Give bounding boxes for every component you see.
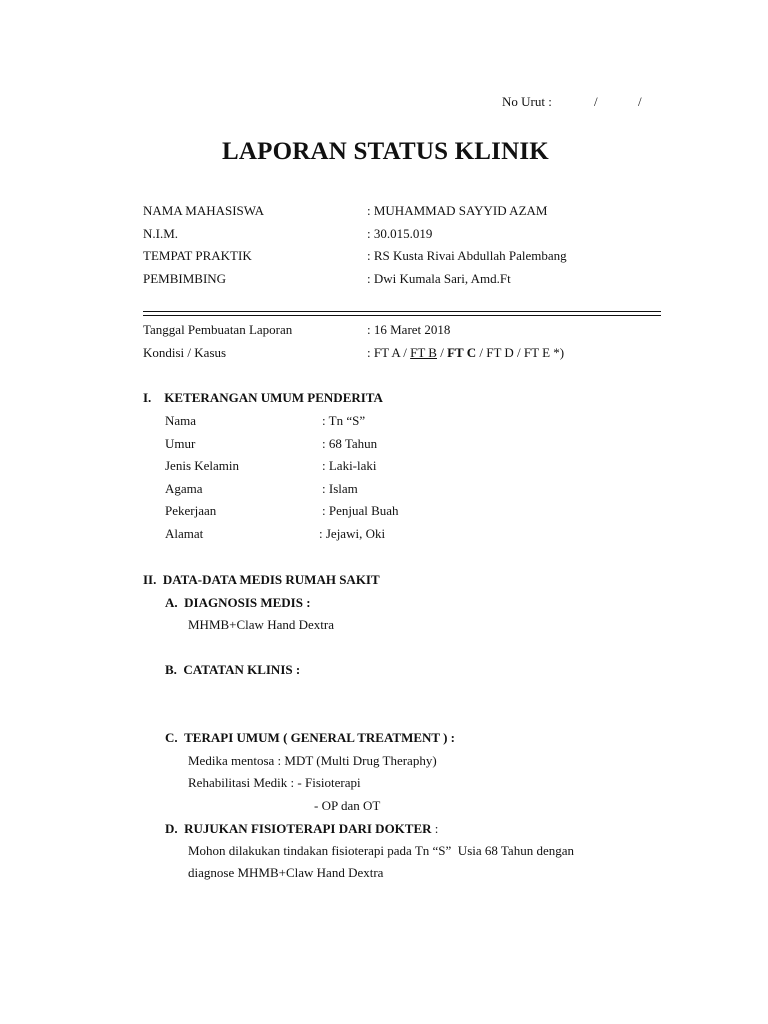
rujukan-line-1: Mohon dilakukan tindakan fisioterapi pada Tn “S” Usia 68 Tahun dengan — [188, 843, 574, 858]
patient-label-alamat: Alamat — [165, 526, 204, 541]
rujukan-heading-text: D. RUJUKAN FISIOTERAPI DARI DOKTER — [165, 821, 432, 836]
patient-value-nama: : Tn “S” — [322, 413, 366, 428]
kondisi-label: Kondisi / Kasus — [143, 345, 227, 360]
no-urut-slash-1: / — [594, 94, 598, 109]
diagnosis-heading: A. DIAGNOSIS MEDIS : — [165, 595, 311, 610]
kondisi-part-sep: / — [436, 345, 448, 360]
report-date-label: Tanggal Pembuatan Laporan — [143, 322, 293, 337]
identity-value-nama: : MUHAMMAD SAYYID AZAM — [367, 203, 548, 218]
kondisi-part-ftc: FT C — [447, 345, 477, 360]
identity-label-nama: NAMA MAHASISWA — [143, 203, 264, 218]
section2-heading: II. DATA-DATA MEDIS RUMAH SAKIT — [143, 572, 380, 587]
identity-value-tempat: : RS Kusta Rivai Abdullah Palembang — [367, 248, 567, 263]
rujukan-heading-colon: : — [431, 821, 439, 836]
section1-heading: I. KETERANGAN UMUM PENDERITA — [143, 390, 383, 405]
patient-label-nama: Nama — [165, 413, 197, 428]
no-urut-slash-2: / — [638, 94, 642, 109]
patient-value-alamat: : Jejawi, Oki — [319, 526, 386, 541]
divider-bottom — [143, 315, 661, 316]
kondisi-part-rest: / FT D / FT E *) — [476, 345, 565, 360]
patient-label-umur: Umur — [165, 436, 196, 451]
identity-value-pembimbing: : Dwi Kumala Sari, Amd.Ft — [367, 271, 511, 286]
identity-label-pembimbing: PEMBIMBING — [143, 271, 227, 286]
identity-value-nim: : 30.015.019 — [367, 226, 433, 241]
patient-label-jenis-kelamin: Jenis Kelamin — [165, 458, 240, 473]
terapi-line-rehabilitasi: Rehabilitasi Medik : - Fisioterapi — [188, 775, 361, 790]
terapi-umum-heading: C. TERAPI UMUM ( GENERAL TREATMENT ) : — [165, 730, 455, 745]
divider-top — [143, 311, 661, 312]
rujukan-line-2: diagnose MHMB+Claw Hand Dextra — [188, 865, 384, 880]
patient-value-umur: : 68 Tahun — [322, 436, 378, 451]
terapi-line-medika: Medika mentosa : MDT (Multi Drug Theraphy) — [188, 753, 437, 768]
identity-label-nim: N.I.M. — [143, 226, 179, 241]
kondisi-value — [367, 345, 564, 361]
patient-label-pekerjaan: Pekerjaan — [165, 503, 217, 518]
report-date-value: : 16 Maret 2018 — [367, 322, 451, 337]
no-urut-label: No Urut : — [502, 94, 552, 109]
patient-value-jenis-kelamin: : Laki-laki — [322, 458, 377, 473]
kondisi-part-ftb: FT B — [410, 345, 437, 360]
patient-value-pekerjaan: : Penjual Buah — [322, 503, 399, 518]
page-title: LAPORAN STATUS KLINIK — [222, 138, 549, 165]
diagnosis-text: MHMB+Claw Hand Dextra — [188, 617, 334, 632]
catatan-klinis-heading: B. CATATAN KLINIS : — [165, 662, 301, 677]
rujukan-heading — [165, 821, 438, 837]
kondisi-part-a: : FT A / — [367, 345, 411, 360]
terapi-line-op-ot: - OP dan OT — [314, 798, 381, 813]
patient-value-agama: : Islam — [322, 481, 358, 496]
identity-label-tempat: TEMPAT PRAKTIK — [143, 248, 252, 263]
patient-label-agama: Agama — [165, 481, 203, 496]
